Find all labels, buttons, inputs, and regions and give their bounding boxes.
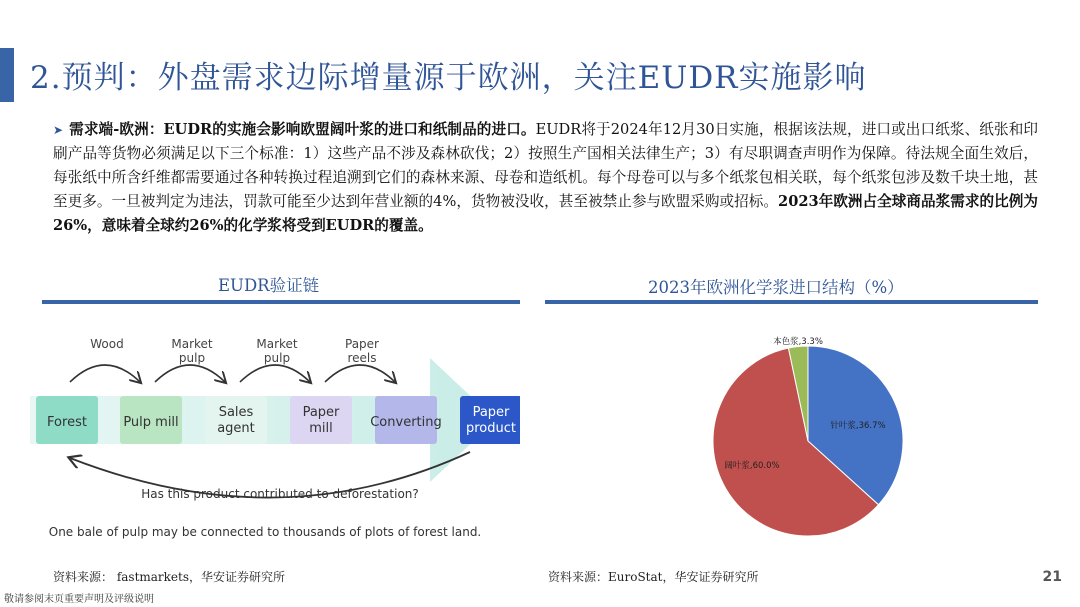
- left-source: 资料来源： fastmarkets，华安证券研究所: [53, 570, 286, 584]
- arc-label-market-pulp-2: Market pulp: [256, 337, 298, 365]
- footer-disclaimer: 敬请参阅末页重要声明及评级说明: [4, 594, 154, 605]
- arc-label-market-pulp-1: Market pulp: [171, 337, 213, 365]
- pie-data-label-2: 阔叶浆,60.0%: [724, 461, 780, 471]
- stage-label-paper-product: Paper product: [465, 405, 517, 436]
- eudr-chain-diagram: [30, 320, 520, 550]
- arc-arrow-3: [240, 365, 310, 382]
- arc-arrow-2: [155, 365, 225, 382]
- arc-label-wood: Wood: [90, 337, 124, 351]
- left-panel-heading: EUDR验证链: [218, 276, 320, 295]
- page-title: 2.预判：外盘需求边际增量源于欧洲，关注EUDR实施影响: [30, 60, 867, 96]
- page-number: 21: [1042, 569, 1062, 585]
- stage-box-paper-product: [460, 396, 520, 444]
- pie-chart: [700, 330, 940, 545]
- title-accent-bar: [0, 48, 14, 102]
- arc-arrow-4: [325, 365, 395, 382]
- stage-label-pulp-mill: Pulp mill: [123, 415, 179, 430]
- traceback-question: Has this product contributed to deforestation?: [141, 487, 419, 501]
- stage-label-sales-agent: Sales agent: [217, 405, 255, 436]
- lead-bold-text: 需求端-欧洲：EUDR的实施会影响欧盟阔叶浆的进口和纸制品的进口。: [69, 121, 536, 138]
- stage-label-converting: Converting: [370, 415, 442, 430]
- stage-box-paper-mill: [290, 396, 352, 444]
- arc-label-paper-reels: Paper reels: [345, 337, 379, 365]
- right-panel-heading: 2023年欧洲化学浆进口结构（%）: [648, 278, 904, 297]
- arc-arrow-1: [70, 365, 140, 382]
- right-heading-rule: [545, 300, 1038, 304]
- pie-data-label-3: 本色浆,3.3%: [773, 337, 823, 347]
- stage-label-forest: Forest: [47, 415, 87, 430]
- body-regular-text: EUDR将于2024年12月30日实施，根据该法规，进口或出口纸浆、纸张和印刷产品等货物必须满足以下三个标准：1）这些产品不涉及森林砍伐；2）按照生产国相关法律生产；3）有尽职调查声明作为保障。待法规全面生效后，每张纸中所含纤维都需要通过各种转换过程追溯到它们的森林来源、母卷和造纸机。每个母卷可以与多个纸浆包相关联，每个纸浆包涉及数千块土地，甚至更多。一旦被判定为违法，罚款可能至少达到年营业额的4%，货物被没收，甚至被禁止参与欧盟采购或招标。: [53, 121, 1038, 210]
- right-source: 资料来源：EuroStat，华安证券研究所: [548, 570, 759, 584]
- stage-label-paper-mill: Paper mill: [302, 405, 340, 436]
- stage-box-sales-agent: [205, 396, 267, 444]
- arrow-bullet-icon: ➤: [53, 123, 64, 137]
- left-heading-rule: [42, 300, 520, 304]
- traceback-note: One bale of pulp may be connected to thousands of plots of forest land.: [48, 525, 482, 539]
- tail-bold-text: 2023年欧洲占全球商品浆需求的比例为26%，意味着全球约26%的化学浆将受到EUDR的覆盖。: [53, 193, 1038, 234]
- body-paragraph: [53, 118, 1038, 238]
- pie-data-label-1: 针叶浆,36.7%: [830, 421, 886, 431]
